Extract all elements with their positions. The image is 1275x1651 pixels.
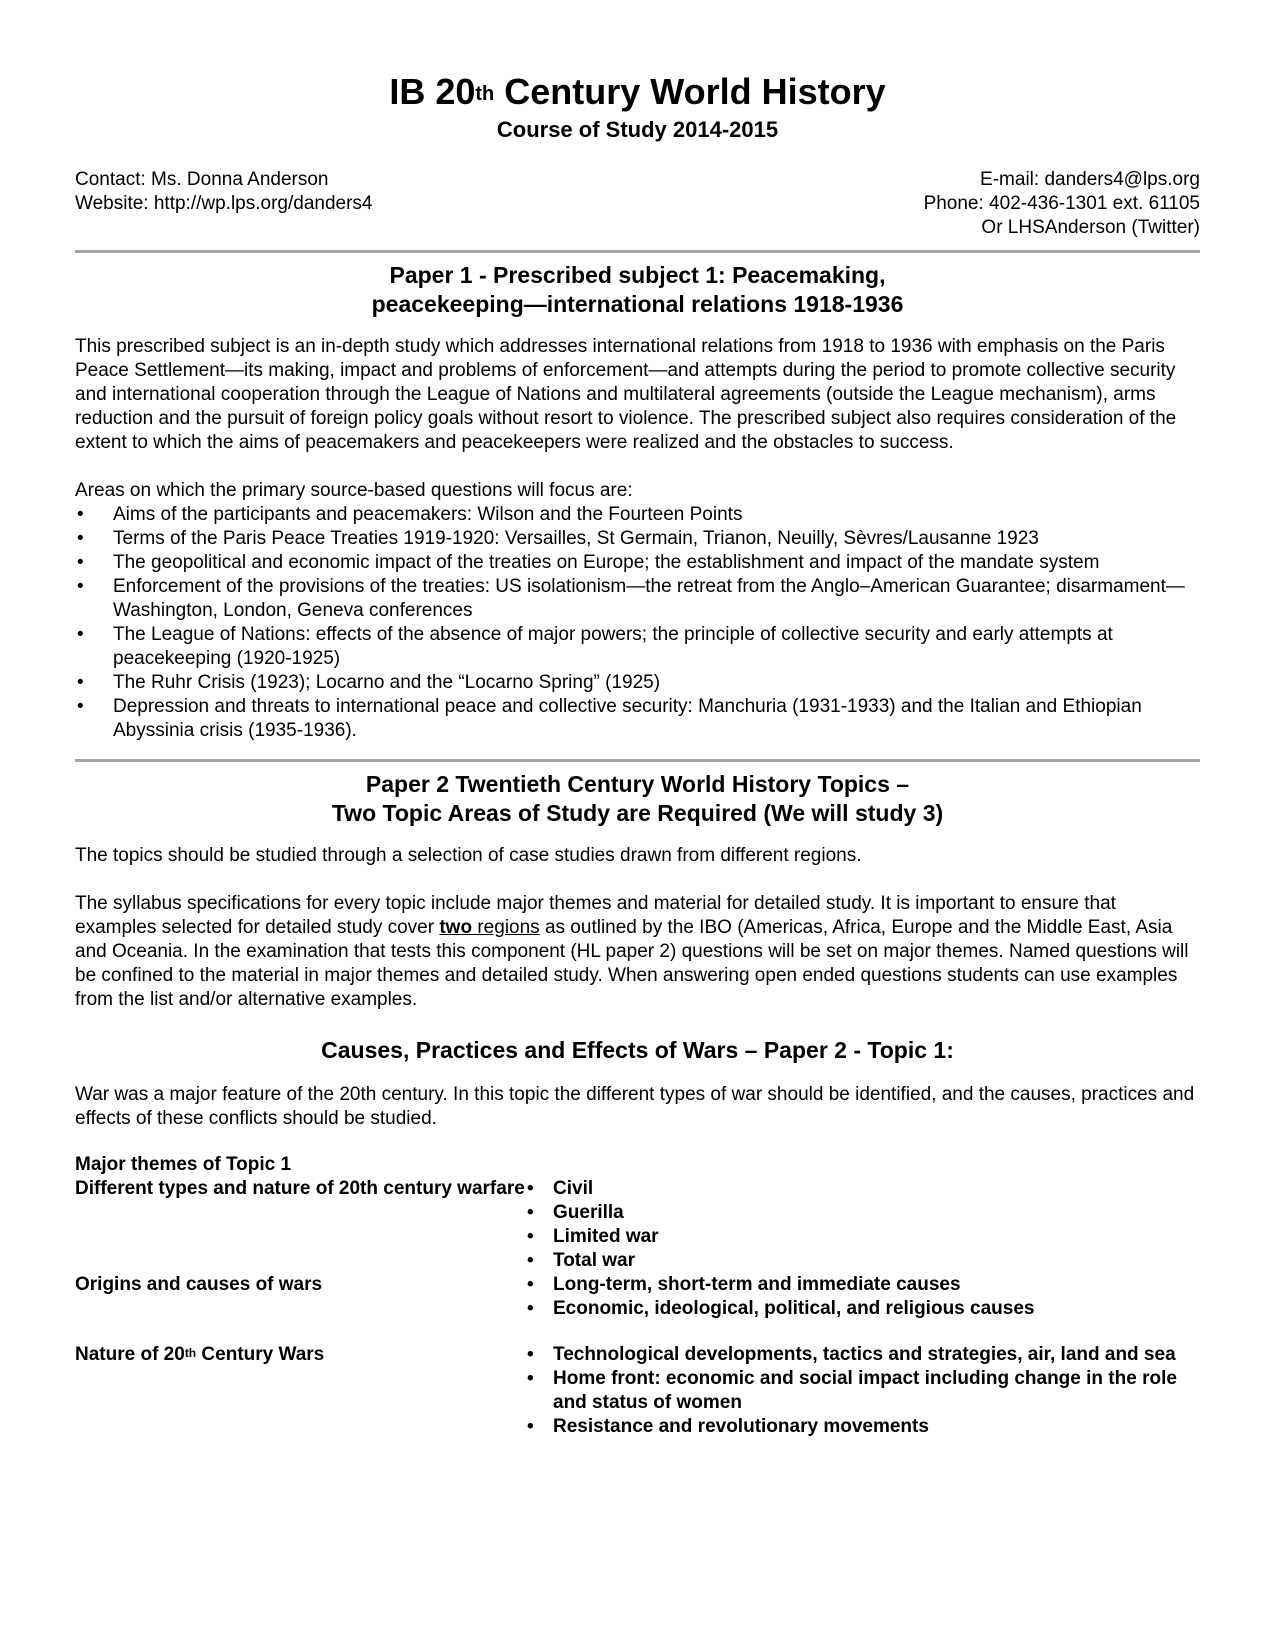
list-item: • The League of Nations: effects of the absence of major powers; the principle of collective security and early attempts at peacekeeping (1920-1925) [75,623,1200,671]
paper1-heading-line1: Paper 1 - Prescribed subject 1: Peacemaking, [389,262,886,288]
themes-label: Major themes of Topic 1 [75,1154,292,1175]
topic1-heading: Causes, Practices and Effects of Wars – Paper 2 - Topic 1: [321,1037,954,1063]
list-item: • Enforcement of the provisions of the treaties: US isolationism—the retreat from the Anglo–American Guarantee; disarmament—Washington, London, Geneva conferences [75,575,1200,623]
paper2-heading-line2: Two Topic Areas of Study are Required (We will study 3) [331,800,944,826]
topic1-intro: War was a major feature of the 20th century. In this topic the different types of war should be identified, and the causes, practices and effects of these conflicts should be studied. [75,1084,1195,1129]
contact-left [75,168,372,240]
list-item: • Guerilla [525,1201,1200,1225]
theme-items [525,1273,1200,1321]
theme-items [525,1177,1200,1273]
list-item: • Aims of the participants and peacemakers: Wilson and the Fourteen Points [75,503,1200,527]
list-item: • Home front: economic and social impact including change in the role and status of women [525,1367,1200,1415]
theme-row [75,1273,1200,1321]
theme-label-text: Nature of 20 [75,1344,185,1365]
title-text: IB 20 [389,71,476,112]
list-item: • Limited war [525,1225,1200,1249]
paper2-paragraph-1: The topics should be studied through a selection of case studies drawn from different regions. [75,845,862,866]
paper2-p2-bold: two [439,917,473,938]
list-item: • The geopolitical and economic impact of the treaties on Europe; the establishment and impact of the mandate system [75,551,1200,575]
list-item: • Economic, ideological, political, and religious causes [525,1297,1200,1321]
title-text-rest: Century World History [494,71,886,112]
theme-label [75,1343,525,1439]
paper2-p2-text-rest: as outlined by the IBO (Americas, Africa, Europe and the Middle East, Asia and Oceania. In the examination that tests this component (HL paper 2) questions will be set on major themes. Named questions will be confined to the material in major themes and detailed study. When answering open ended questions students can use examples from the list and/or alternative examples. [75,917,1189,1010]
document-title [75,70,1200,114]
contact-website: Website: http://wp.lps.org/danders4 [75,193,373,214]
list-item: • Resistance and revolutionary movements [525,1415,1200,1439]
contact-right [924,168,1200,240]
theme-label: Different types and nature of 20th century warfare [75,1178,525,1199]
paper1-heading-line2: peacekeeping—international relations 1918-1936 [371,291,904,317]
list-item: • Civil [525,1177,1200,1201]
paper2-paragraph-2 [75,892,1200,1012]
theme-label-text-rest: Century Wars [196,1344,325,1365]
contact-email: E-mail: danders4@lps.org [980,169,1200,190]
paper1-heading [75,261,1200,319]
list-item: • The Ruhr Crisis (1923); Locarno and the “Locarno Spring” (1925) [75,671,1200,695]
paper1-areas-label: Areas on which the primary source-based questions will focus are: [75,480,633,501]
theme-items [525,1343,1200,1439]
document-page [75,70,1200,1439]
contact-block [75,168,1200,240]
paper1-areas-list [75,503,1200,743]
paper2-heading-line1: Paper 2 Twentieth Century World History Topics – [365,771,910,797]
theme-label: Origins and causes of wars [75,1274,323,1295]
paper2-p2-text: The syllabus specifications for every topic include major themes and material for detailed study. It is important to ensure that examples selected for detailed study cover [75,893,1116,938]
title-superscript: th [475,83,495,105]
document-subtitle: Course of Study 2014-2015 [496,117,779,142]
paper2-p2-underline: regions [477,917,540,938]
topic1-themes [75,1153,1200,1439]
theme-row [75,1343,1200,1439]
list-item: • Depression and threats to international peace and collective security: Manchuria (1931-1933) and the Italian and Ethiopian Abyssinia crisis (1935-1936). [75,695,1200,743]
divider [75,250,1200,253]
divider [75,759,1200,762]
contact-phone: Phone: 402-436-1301 ext. 61105 [923,193,1200,214]
list-item: • Total war [525,1249,1200,1273]
contact-name: Contact: Ms. Donna Anderson [75,169,329,190]
paper1-intro: This prescribed subject is an in-depth study which addresses international relations from 1918 to 1936 with emphasis on the Paris Peace Settlement—its making, impact and problems of enforcement—and attempts during the period to promote collective security and international cooperation through the League of Nations and multilateral agreements (outside the League mechanism), arms reduction and the pursuit of foreign policy goals without resort to violence. The prescribed subject also requires consideration of the extent to which the aims of peacemakers and peacekeepers were realized and the obstacles to success. [75,336,1177,453]
theme-row [75,1177,1200,1273]
list-item: • Technological developments, tactics and strategies, air, land and sea [525,1343,1200,1367]
list-item: • Terms of the Paris Peace Treaties 1919-1920: Versailles, St Germain, Trianon, Neuilly, Sèvres/Lausanne 1923 [75,527,1200,551]
list-item: • Long-term, short-term and immediate causes [525,1273,1200,1297]
paper2-heading [75,770,1200,828]
theme-label-superscript: th [184,1346,197,1360]
contact-twitter: Or LHSAnderson (Twitter) [981,217,1200,238]
